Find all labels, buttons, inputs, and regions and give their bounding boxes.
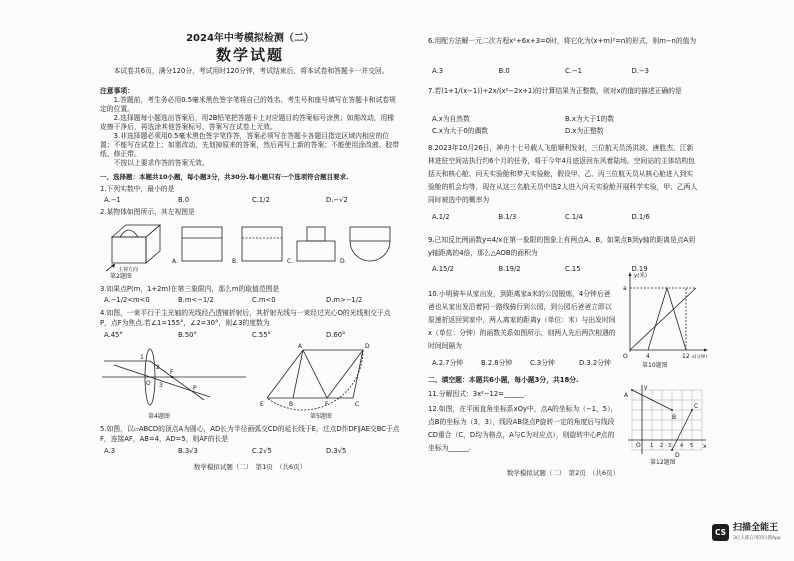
q9-option-a: A.15/2 [432, 265, 454, 273]
y-axis-label: y(米) [634, 273, 648, 279]
q1-options [104, 195, 400, 205]
q5-options [104, 446, 400, 456]
label-p: P [193, 385, 197, 392]
tick-4: 4 [646, 353, 650, 360]
q3-option-b: B.m<−1/2 [178, 296, 214, 304]
label-origin: O [636, 442, 641, 449]
q8-stem: 8.2023年10月26日，神舟十七号载人飞船顺利发射，三位航天员汤洪波、唐胜杰、江新林进驻空间站执行约6个月的任务，将于今年4月底返回东风着陆场。空间站的主体结构包括天和核心舱、问天实验舱和梦天实验舱，假设甲、乙、丙三位航天员从核心舱进入到实验舱的机会均等，现在从这三名航天员中选2人进入问天实验舱开展科学实验，甲、乙两人同时被选中的概率为 [428, 144, 698, 204]
q3-option-d: D.m>−1/2 [326, 296, 363, 304]
point-d [671, 449, 673, 451]
x-axis-label: x(分钟) [692, 355, 708, 360]
q5-option-a: A.3 [104, 447, 116, 455]
scanner-app-name: 扫描全能王 [733, 523, 779, 533]
q4-stem: 4.如图，一束平行于主光轴的光线经凸透镜折射后，其折射光线与一束经过光心O的光线相交于点P，点F为焦点.若∠1=155°，∠2=30°，则∠3的度数为 [100, 309, 391, 327]
notice-item: 1.答题前，考生务必用0.5毫米黑色签字笔将自己的姓名、考生号和座号填写在答题卡和试卷规定的位置。 [100, 96, 396, 113]
label-d: D [365, 343, 370, 350]
option-a-label: A. [172, 258, 178, 265]
q1-option-c: C.1/2 [252, 196, 270, 204]
tick-1: 1 [650, 443, 654, 449]
q10-options [432, 358, 628, 368]
q9-stem: 9.已知反比例函数y=4/x在第一象限的图象上有两点A、B，如果点B到y轴的距离是点A到y轴距离的4倍，那么△AOB的面积为 [428, 236, 695, 257]
q6-option-d: D.−3 [631, 67, 649, 75]
page-1-footer: 数学模拟试题（二） 第1页 （共6页） [193, 463, 307, 471]
q6-option-a: A.3 [432, 67, 444, 75]
q4-option-b: B.50° [178, 331, 197, 339]
q5-option-b: B.3√3 [178, 447, 198, 455]
option-a-shape [182, 227, 222, 261]
q3-options [104, 295, 400, 305]
label-b: B [289, 401, 294, 408]
label-angle-2: 2 [156, 364, 160, 371]
father-line [648, 288, 686, 350]
q7-option-c: C.x为大于0的偶数 [432, 127, 489, 135]
q8-options [432, 212, 698, 222]
q5-option-d: D.3√5 [326, 447, 347, 455]
notice-item: 2.选择题每小题选出答案后，用2B铅笔把答题卡上对应题目的答案标号涂黑；如需改动，用橡皮擦干净后，再选涂其他答案标号，答案写在试卷上无效。 [100, 114, 395, 131]
q1-option-b: B.0 [178, 196, 190, 204]
q4-option-a: A.45° [104, 331, 123, 339]
q4-option-d: D.60° [326, 331, 346, 339]
label-o: O [146, 380, 151, 387]
label-d: D [675, 452, 680, 458]
q12-grid-figure [622, 382, 708, 458]
q6-option-c: C.−1 [565, 67, 582, 75]
option-c-label: C. [287, 258, 294, 265]
notice-item: 不按以上要求作答的答案无效。 [113, 159, 209, 167]
q6-option-b: B.0 [498, 67, 510, 75]
q10-option-d: D.3.2分钟 [579, 359, 611, 367]
q4-lens-figure [100, 343, 248, 407]
q2-figure [100, 217, 400, 273]
q1-option-d: D.−√2 [326, 196, 348, 204]
label-angle-1: 1 [140, 354, 144, 361]
section-1-heading: 一、选择题：本题共10小题，每小题3分，共30分.每小题只有一个选项符合题目要求. [100, 173, 349, 181]
object-curved-groove [120, 230, 138, 237]
exam-title: 2024年中考模拟检测（二） [186, 33, 314, 44]
label-a: a [623, 285, 627, 292]
q2-stem: 2.某物体如图所示，其左视图是 [100, 208, 195, 216]
section-2-heading: 二、填空题：本题共6小题，每小题3分，共18分. [428, 376, 579, 384]
label-c: C [694, 403, 699, 410]
point-b [671, 409, 673, 411]
segment-af [303, 350, 327, 398]
object-front-face [112, 237, 146, 263]
tick-5: 5 [690, 443, 694, 449]
object-side-face [146, 225, 160, 263]
q8-option-a: A.1/2 [432, 213, 450, 221]
label-a: A [624, 392, 629, 399]
q7-stem: 7.若(1+1/(x−1))÷2x/(x²−2x+1)的计算结果为正整数，则对x的值的描述正确的是 [428, 87, 682, 95]
fig2-caption: 第2题图 [110, 273, 132, 280]
q10-option-b: B.2.8分钟 [481, 359, 513, 367]
q9-option-c: C.15 [565, 265, 581, 273]
label-origin: O [623, 353, 628, 360]
q11-stem: 11.分解因式：3x²−12=______. [428, 390, 527, 398]
label-b: B [672, 414, 677, 421]
q12-stem: 12.如图，在平面直角坐标系xOy中，点A的坐标为（−1，5），点B的坐标为（3，3），线段AB绕点P旋转一定的角度后与线段CD重合（C，D均为格点，A与C为对应点），则旋转中心P点的坐标为______. [428, 405, 618, 452]
q3-option-a: A.−1/2<m<0 [104, 296, 150, 304]
notice-list [100, 96, 400, 168]
option-c-shape [307, 227, 325, 241]
q1-option-a: A.−1 [104, 196, 121, 204]
q4-option-c: C.55° [252, 331, 271, 339]
point-a [631, 389, 633, 391]
q8-option-d: D.1/6 [631, 213, 650, 221]
label-e: E [260, 401, 264, 408]
label-angle-3: 3 [159, 382, 163, 389]
point-c [691, 409, 693, 411]
q6-options [432, 66, 698, 76]
q7-option-d: D.x为正整数 [565, 127, 604, 135]
option-d-label: D. [340, 258, 347, 265]
fig10-caption: 第10题图 [642, 362, 668, 369]
q5-option-c: C.2√5 [252, 447, 272, 455]
coordinate-grid [632, 390, 702, 450]
q10-graph-figure [620, 268, 714, 360]
q9-option-b: B.19/2 [498, 265, 521, 273]
q7-options-row-2 [432, 126, 698, 136]
q10-stem: 10.小明骑车从家出发，到距离家a米的公园锻炼，4分钟后爸爸也从家出发沿着同一路线骑行到公园，到公园后爸爸立即以原速折返回到家中，两人离家的距离y（单位：米）与出发时间x（单位：分钟）的函数关系如图所示，则两人先后两次相遇的时间间隔为 [428, 290, 616, 350]
tick-4: 4 [680, 443, 684, 449]
x-axis-label: x [703, 443, 707, 450]
q10-option-a: A.2.7分钟 [432, 359, 464, 367]
x-axis-arrow-icon [704, 349, 708, 352]
arc-de [267, 350, 363, 410]
exam-intro: 本试卷共6页，满分120分，考试用时120分钟，考试结束后，将本试卷和答题卡一并交回。 [113, 67, 389, 75]
label-a: A [298, 343, 303, 350]
arrow-head-icon [111, 264, 115, 268]
q8-option-b: B.1/3 [498, 213, 517, 221]
exam-subtitle: 数学试题 [215, 46, 284, 64]
q6-stem: 6.用配方法解一元二次方程x²+6x+3=0时，将它化为(x+m)²=n的形式，则m−n的值为 [428, 37, 697, 45]
notice-item: 3.非选择题必须用0.5毫米黑色签字笔作答，答案必须写在答题卡各题目指定区域内相应的位置；不能写在试卷上；如需改动，先划掉原来的答案，然后再写上新的答案；不能使用涂改液、胶带纸、修正带。 [100, 132, 400, 158]
page-2-footer: 数学模拟试题（二） 第2页 （共6页） [506, 469, 620, 477]
q10-option-c: C.3分钟 [530, 359, 555, 367]
fig4-caption: 第4题图 [148, 413, 170, 420]
scanner-app-tagline: 3亿人都在用的扫描App [733, 536, 781, 541]
tick-2: 2 [660, 443, 664, 449]
fig12-caption: 第12题图 [650, 459, 676, 466]
q9-option-d: D.19 [631, 265, 648, 273]
notice-heading: 注意事项： [100, 87, 134, 95]
q7-options-row-1 [432, 114, 698, 124]
camscanner-logo-icon: CS [712, 524, 729, 541]
option-d-shape [350, 227, 390, 241]
tick-12: 12 [682, 353, 690, 360]
y-axis-label: y [644, 384, 648, 391]
tick-3: 3 [668, 443, 672, 449]
q3-option-c: C.m<0 [252, 296, 276, 304]
y-axis-arrow-icon [629, 272, 632, 276]
option-b-shape [242, 227, 282, 261]
xiaoming-line [630, 288, 696, 350]
q5-parallelogram-figure [253, 340, 395, 412]
q7-option-a: A.x为自然数 [432, 115, 470, 123]
label-c: C [355, 401, 360, 408]
q1-stem: 1.下列实数中，最小的是 [100, 185, 175, 193]
q4-options [104, 330, 400, 340]
option-b-label: B. [232, 258, 239, 265]
view-direction-label: 主视方向 [118, 267, 139, 273]
q7-option-b: B.x为大于1的数 [565, 115, 615, 123]
q3-stem: 3.如果点P(m，1+2m)在第三象限内，那么m的取值范围是 [100, 285, 280, 293]
fig5-caption: 第5题图 [310, 413, 332, 420]
label-f: F [325, 401, 329, 408]
focus-point [171, 376, 173, 378]
q5-stem: 5.如图，以▱ABCD的顶点A为圆心，AD长为半径画弧交CD的延长线于E，过点D作DF∥AE交BC于点F，连接AF，AB=4，AD=5，则AF的长是 [100, 425, 400, 443]
q8-option-c: C.1/4 [565, 213, 583, 221]
label-f: F [170, 369, 174, 376]
